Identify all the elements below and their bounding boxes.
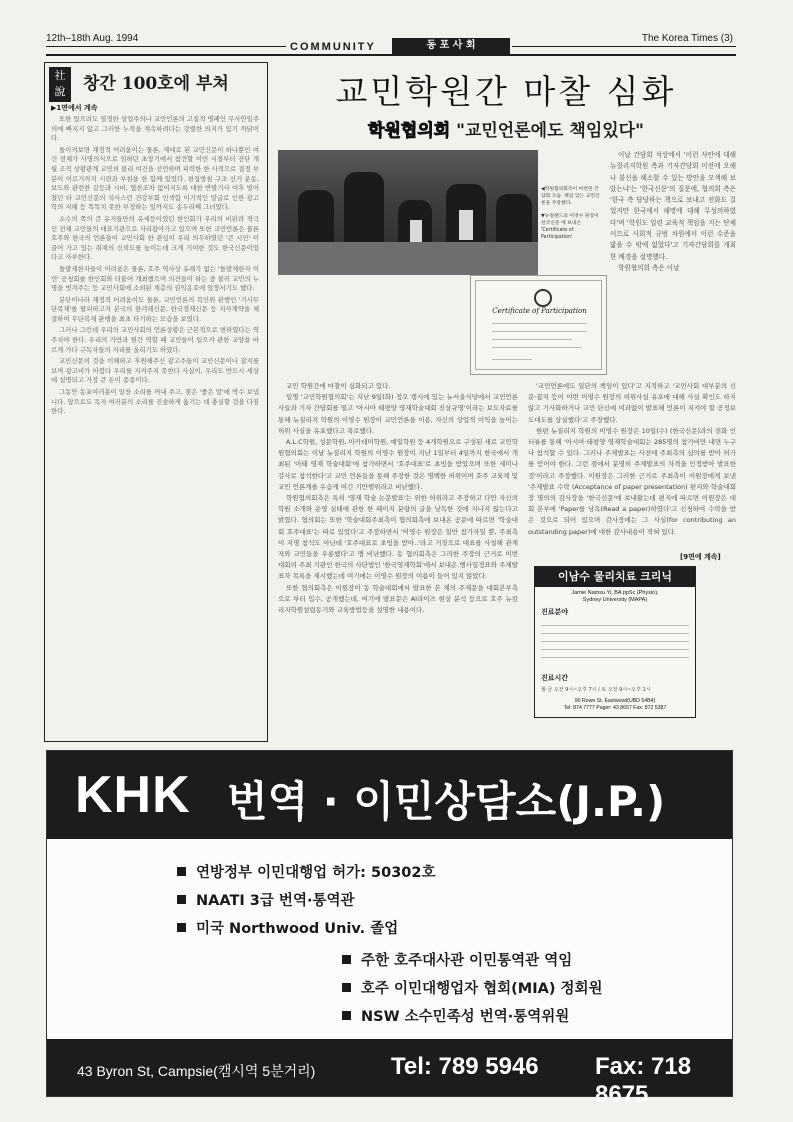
paragraph: 또한 있으려도 열정한 상업주의나 교민언론의 고질적 병폐인 무사안일주의에 빠지지 않고 그러한 누적을 계속하려다는 강렬한 의지가 있기 까닭이다.	[51, 115, 259, 143]
clinic-en-line: Sydney University (MAPA)	[582, 597, 648, 603]
article-body-left	[278, 381, 518, 616]
clinic-english-name	[535, 590, 695, 604]
editorial-box	[44, 62, 268, 742]
square-bullet-icon	[342, 955, 351, 964]
paragraph: 그러나 그런데 우리의 교민사회의 언론상황은 근본적으로 변하였다는 역주치야 한다. 우리의 가만과 원간 역할 때 교민들이 일으켜 관한 교양을 바르게 가다 구독자들의 자리를 올리기도 하였다.	[51, 326, 259, 354]
article-right-column	[610, 150, 736, 274]
header-rule-left	[46, 46, 286, 47]
ad-banner	[47, 751, 732, 839]
paragraph: '교민언론에도 일단의 책임이 있다'고 지적하고 '교민사회 대부분의 신문·잡지 등이 이번 이영수 원장의 허위사실 유포에 대해 사실 확인도 하지 않고 기사화하거나 교민 단신에 여과없이 발표해 언론이 지켜야 할 공정보도대도를 상실했다'고 주장했다.	[528, 382, 736, 424]
paragraph: 학원협의회 측은 이날	[618, 263, 680, 272]
ad-footer	[47, 1039, 732, 1108]
paragraph: A.L.C학원, 성문학원, 아카데미학원, 예일학원 등 4개학원으로 구성된 새로 교민학원협의회는 이날 뉴질리지 학원의 이영수 원장이 지난 1일부터 4일까지 한국에서 개최된 '아태 영재 학술대회'에 참가하면서 '호주대표'로 초빙을 받았으며 또한 세미나 강사로 참석한다'고 교민 언론들을 통해 주장한 것은 명백한 허위이며 호주 교육계 및 교민 언론계를 우습게 여긴 기만행위라고 비난했다.	[278, 438, 518, 491]
certificate-image	[470, 275, 607, 375]
clinic-name: 이남수 물리치료 크리닉	[535, 567, 695, 587]
meeting-photo	[278, 150, 538, 275]
ad-address: 43 Byron St, Campsie(캠시역 5분거리)	[77, 1063, 316, 1079]
certificate-seal-icon	[534, 289, 552, 307]
section-label-korean: 동 포 사 회	[392, 38, 510, 54]
paragraph: 돌이켜보면 재정적 어려움이는 물론, 제대로 된 교민신문이 하나뿐인 여건 전체가 사명의식으로 임하던 초창기에서 참견할 이민 시절부터 전단 개월 조직 상황관계 교민의 불리 여건을 선언하며 피력한 한 사적으로 결정 부분이 이르기까지 시련과 부침을 한 함께 있었다. 편집방침 구조 선거 운동, 보도와 관련한 갈등과 시비, 협찬조차 없어지도록 대한 반발기사 이후 벌어졌던 타 교민신문의 치사스런 견강부회 인색함 이기적인 말글로 인한 광고학의 저해 등 똑똑치 못한 부정하는 일까지도 송두리째 그녀였다.	[51, 145, 259, 212]
header-rule	[46, 54, 736, 56]
clinic-label-fields: 진료분야	[541, 608, 569, 616]
ad-item: NSW 소수민족성 번역·통역위원	[342, 1005, 569, 1026]
paragraph: 돌발제한자들이 어려움은 물론, 호주 역사상 유례가 없는 '돌발제한자 이민' 공청회를 한인회와 더불어 개최했으며 의견들이 하는 중 불러 교민의 누명을 벗겨주는 등 교민사회에 소외된 계층의 권익옹호에 앞장서기도 했다.	[51, 264, 259, 293]
clinic-en-line: Jamie Namsu Yi, BA ppSc (Physio),	[571, 590, 659, 596]
continued-marker: [9면에 계속]	[680, 553, 721, 561]
paragraph: 학원협의회측은 특히 '영재 학술 논문발표'는 위한 허위라고 주장하고 다만 자신의 학원 소개와 운영 실태에 관한 한 페이지 분량의 글을 낭독한 것에 지나지 않는다고 밝혔다. 협의회는 또한 '학술대회주최측이 협의회측에 보내온 공문에 따르면 '학술대회 호주대표'는 따로 있었다'고 주장하면서 '이영수 원장은 일반 참가자일 뿐, 주최측이 지명 참석도 아닌데 '호주대표로 초빙을 받아..'라고 거짓으로 대표를 사칭해 관계자와 교민들을 우롱했다'고 맹 비난했다. 동 협의회측은 그러한 주장의 근거로 이번 대회의 주최 기관인 한국의 사단법인 '한국영재학회'에서 보내온 행사일정표와 주제발표자 목록을 제시했는데 여기에는 이영수 원장의 이름이 들어 있지 않았다.	[278, 494, 518, 581]
caption-line: ▼뉴질랜드의 이영수 원장이 한국신문 에 보내온 'Certificate of Participation'	[541, 214, 599, 240]
paragraph: 소수의 쪽의 큰 유지들만의 유세등이었던 한인회가 우리의 비판과 적극인 전체 교민들의 대표기관으로 자리잡아가고 있으며 또한 교민언론은 물론 호주와 한국의 언론들이 교민사회 한 관심이 우리 의무하였던 '큰 시인' 이끌어 가고 있는 취재의 신뢰도를 높이는데 크게 기여한 것도 한국신문이었다고 자부한다.	[51, 214, 259, 262]
clinic-hours: 월·금 오전 9시~오후 7시 / 토 오전 9시~오후 1시	[541, 687, 651, 693]
photo-caption	[541, 186, 601, 241]
ad-item: 호주 이민대행업자 협회(MIA) 정회원	[342, 977, 603, 998]
editorial-body	[51, 115, 259, 419]
ad-fax: Fax: 718 8675	[595, 1053, 692, 1108]
caption-line: ◀학원협의회측이 마련한 간담회 모습. 책임 있는 교민언론을 주장했다.	[541, 187, 600, 206]
clinic-label-hours: 진료시간	[541, 674, 569, 682]
ad-item: 미국 Northwood Univ. 졸업	[177, 917, 398, 938]
ad-item: 연방정부 이민대행업 허가: 50302호	[177, 861, 435, 882]
section-label: COMMUNITY	[290, 41, 376, 53]
square-bullet-icon	[177, 923, 186, 932]
paper-name-page: The Korea Times (3)	[641, 33, 733, 44]
ad-telephone: Tel: 789 5946	[391, 1053, 539, 1080]
sub-headline-rest: "교민언론에도 책임있다"	[450, 121, 644, 141]
ad-title: 번역 · 이민상담소(J.P.)	[227, 777, 666, 826]
sub-headline-highlight: 학원협의회	[368, 121, 451, 141]
square-bullet-icon	[177, 895, 186, 904]
clinic-address	[535, 698, 695, 712]
header-rule-right	[512, 46, 736, 47]
square-bullet-icon	[177, 867, 186, 876]
square-bullet-icon	[342, 983, 351, 992]
certificate-title: Certificate of Participation	[492, 307, 587, 315]
paragraph: 교민신문의 것을 이해하고 후원해주신 광고주들이 교민신문이나 잡지를 보며 광고비가 아깝다 우리를 지켜주지 못한다 사실이, 우리도 반드시 세상에 설명되고 가장 큰 돈이 종종이다.	[51, 357, 259, 385]
square-bullet-icon	[342, 1011, 351, 1020]
editorial-title: 창간 100호에 부쳐	[83, 74, 229, 94]
ad-brand: KHK	[75, 766, 191, 824]
paragraph: 한편 뉴질리지 학원의 이영수 원장은 10일(수) (한국신문)과의 전화 인터뷰를 통해 '아시아·태평양 영재학술대회는 285명의 참가비만 내면 누구나 참석할 수 있다. 그러나 주제발표는 사전에 주최측의 심의를 받아 허가를 얻어야 한다. 그런 점에서 분명히 주제발표의 자격을 인정받아 발표한 것'이라고 주장했다. 이원장은 그러한 근거로 주최측이 이원장에게 보낸 '주제발표 수락 (Acceptance of paper presentation) 편지와 학술대회장 명의의 감사장을 '한국신문'에 보내왔는데 편지에 따르면 이원장은 대회 본부에 'Paper를 낭독(Read a paper)하였다'고 신청하여 수락을 받은 것으로 되어 있으며 감사장에는 그 사실(for contributing an outstanding paper)에 대한 감사내용이 적혀 있다.	[528, 426, 736, 536]
article-body-right	[528, 381, 736, 538]
clinic-address-line: 90 Rowe St, Eastwood(UBD 54B4)	[574, 698, 656, 704]
paragraph: 교민 학원간에 마찰이 심화되고 있다.	[286, 382, 391, 390]
ad-item: 주한 호주대사관 이민통역관 역임	[342, 949, 572, 970]
clinic-phones: Tel: 874 7777 Pager: 43 8657 Fax: 872 5387	[563, 705, 667, 711]
sub-headline	[276, 116, 736, 141]
issue-date: 12th–18th Aug. 1994	[46, 33, 139, 44]
paragraph: 분단이나라 재정적 어려움이도 물론, 교민언론의 목인위 관행인 '기사무단복제'를 탈피하고자 본국의 한겨레신문, 한국경제신문 등 지사계약을 체결하여 무단복제 관행을 최초 타기하는 모습을 보였다.	[51, 295, 259, 323]
khk-advertisement	[46, 750, 733, 1108]
ad-item: NAATI 3급 번역·통역관	[177, 889, 354, 910]
paragraph: 또한 협의회측은 이원장이 동 학술대회에서 발표한 본 제의 주제문을 대회본부측으로 부터 입수, 공개했는데, 여기에 발표문은 AI라이즈 현상 분석 등으로 호주 뉴캄리지학원설립동기와 교육방법등을 설명한 내용이다.	[278, 583, 518, 615]
editorial-continued: ▶1면에서 계속	[51, 104, 98, 112]
paragraph: 그동안 동포여러분이 알찬 소리를 꺼내 주고, 찾은 '좋은 말'에 박수 보냅니다. 앞으로도 독자 여러분의 소리를 진솔하게 옮기는 데 충실할 것을 다짐한다.	[51, 388, 259, 416]
paragraph: 일명 '교민학원협의회'는 지난 9일(화) 정오 캠시에 있는 뉴서울식당에서 교민언론사들과 기자 간담회를 열고 '아시아 태평양 영재학술대회 진상규명'이라는 보도자료를 통해 뉴질리지 학원의 이영수 원장이 교민언론을 이용, 자신의 상업적 이익을 높이는 허위 사실을 유포했다고 폭로했다.	[278, 393, 518, 435]
editorial-badge	[49, 67, 71, 102]
headline: 교민학원간 마찰 심화	[335, 72, 677, 111]
badge-char-bottom: 說	[54, 85, 66, 98]
clinic-ad	[534, 566, 696, 718]
paragraph: 이날 간담회 석상에서 '이런 사안에 대해 뉴질리지학원 측과 기자간담회 이전에 오해나 불신을 해소할 수 있는 방안을 모색해 보았는냐'는 '한국신문'의 질문에, 협의회 측은 '한국 측 담당하는 책으로 보내고 전화도 걸었지만 한국에서 해명에 대해 무성의하였다'며 '학원도 일련 교육적 책임을 지는 단체이므로 사회적 규범 차원에서 이런 수준을 밟을 수 밖에 없었다'고 기자간담회를 개최한 배경을 설명했다.	[610, 151, 736, 261]
badge-char-top: 社	[54, 69, 66, 82]
